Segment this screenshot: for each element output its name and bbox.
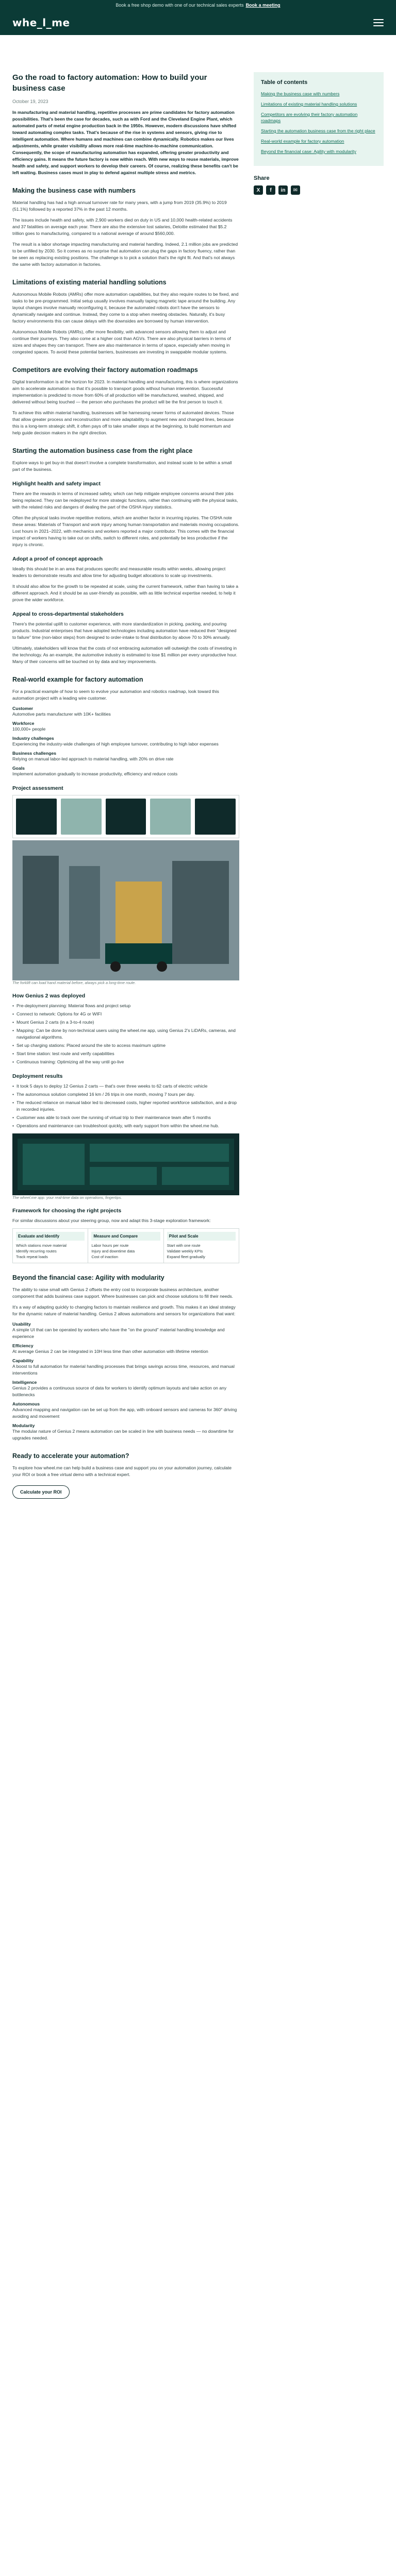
framework-column-line: Cost of inaction bbox=[91, 1255, 119, 1259]
detail-value: Automotive parts manufacturer with 10K+ facilities bbox=[12, 711, 111, 717]
paragraph: There are the rewards in terms of increased safety, which can help mitigate employee concerns around their jobs being replaced. They can be redeployed for more strategic functions, rather than continuing with the physical tasks, with the related risks and dangers of dealing the part of the OSHA injury statistics. bbox=[12, 491, 238, 510]
toc-link[interactable]: Beyond the financial case: Agility with modularity bbox=[261, 149, 356, 154]
sidebar bbox=[254, 72, 384, 195]
framework-column-line: Labor hours per route bbox=[91, 1243, 129, 1248]
detail-label: Capability bbox=[12, 1358, 34, 1363]
detail-label: Customer bbox=[12, 706, 34, 711]
framework-column-line: Identify recurring routes bbox=[16, 1249, 57, 1253]
framework-column bbox=[164, 1229, 239, 1263]
promo-banner bbox=[0, 0, 396, 10]
detail-value: Genius 2 provides a continuous source of data for workers to identify optimum layouts and take action on any bottlenecks bbox=[12, 1385, 227, 1397]
section-heading: Real-world example for factory automation bbox=[12, 676, 143, 683]
framework-column-line: Injury and downtime data bbox=[91, 1249, 135, 1253]
promo-text: Book a free shop demo with one of our technical sales experts bbox=[116, 3, 244, 8]
detail-value: A boost to full automation for material handling processes that brings savings across time, resources, and manual interventions bbox=[12, 1364, 235, 1376]
subsection-heading: Deployment results bbox=[12, 1073, 63, 1079]
paragraph: Often the physical tasks involve repetitive motions, which are another factor in incurring injuries. The OSHA note these areas: Materials of Transport and work injury among human transportation and materials moving occupations. Lost hours in 2021–2022, with mechanics and workers reported a major contributor. This comes with the financial impact of workers having to take out on shifts, switch to different roles, and potentially be less productive if the injury is chronic. bbox=[12, 515, 239, 547]
framework-column-title: Pilot and Scale bbox=[167, 1232, 236, 1241]
deployment-steps-list bbox=[12, 1003, 239, 1065]
paragraph: There's the potential uplift to customer experience, with more standardization in picking, packing, and pouring products. Industrial enterprises that have adopted technologies including automation have reduced their "designed to failure" time (non-labor steps) from designed to order-intake to final distribution by above 70 to 30% annually. bbox=[12, 621, 237, 640]
dashboard-illustration bbox=[12, 1133, 239, 1195]
paragraph: Material handling has had a high annual turnover rate for many years, with a jump from 2019 (35.9%) to 2019 (51.1%) followed by a reported 37% in the past 12 months. bbox=[12, 200, 227, 212]
detail-value: Advanced mapping and navigation can be set up from the app, with onboard sensors and cameras for 360° driving avoiding and movement bbox=[12, 1407, 237, 1419]
facebook-share-icon[interactable]: f bbox=[266, 185, 275, 195]
warehouse-illustration bbox=[12, 840, 239, 980]
list-item: • The reduced reliance on manual labor led to decreased costs, higher reported workforce satisfaction, and a drop in recorded injuries. bbox=[12, 1099, 239, 1113]
share-buttons bbox=[254, 185, 384, 195]
detail-value: Implement automation gradually to increase productivity, efficiency and reduce costs bbox=[12, 771, 178, 776]
framework-table bbox=[12, 1228, 239, 1263]
paragraph: It's a way of adapting quickly to changing factors to maintain resilience and growth. This makes it an ideal strategy for the dynamic nature of material handling. Genius 2 allows automations and sensors for organizations that want: bbox=[12, 1304, 236, 1316]
paragraph: Autonomous Mobile Robots (AMRs) offer more automation capabilities, but they also require routes to be fixed, and tasks to be pre-programmed. Initial setup usually involves manually taping magnetic tape around the building. Any layout changes involve manually reconfiguring it, because the automated robots don't have the sensors to dynamically navigate and continue. Instead, they come to a stop when meeting obstacles. Naturally, it's busy factory environments this can cause delays with the downsides are borrowed by human intervention. bbox=[12, 292, 239, 324]
toc-link[interactable]: Starting the automation business case from the right place bbox=[261, 128, 375, 133]
detail-label: Goals bbox=[12, 766, 25, 771]
subsection-heading: Appeal to cross-departmental stakeholders bbox=[12, 611, 124, 617]
paragraph: Ideally this should be in an area that produces specific and measurable results within weeks, allowing project leaders to demonstrate results and allow time for adjusting budget allocations to scale up investments. bbox=[12, 566, 226, 578]
intro-paragraph: In manufacturing and material handling, repetitive processes are prime candidates for factory automation possibilities. That's been the case for decades, such as with Ford and the Cleveland Engine Plant, which automated parts of metal engine production back in the 1950s. However, modern discussions have shifted toward automating complex tasks. That's because of the rise in systems and sensors, giving rise to intelligent automation. Where humans and machines can combine dynamically. Robotics makes our lives adjustments, while greater visibility allows more real-time machine-to-machine communication. Consequently, the scope of manufacturing automation has expanded, offering greater productivity and efficiency gains. It means the future factory is now within reach. With new ways to reuse materials, improve health and safety, and support workers to develop their careers. Of course, realizing these benefits can't be left waiting. Business cases must in play to defend against multiple stress and metrics. bbox=[12, 110, 239, 175]
list-item: • Mapping: Can be done by non-technical users using the wheel.me app, using Genius 2's LiDARs, cameras, and navigational algorithms. bbox=[12, 1027, 239, 1041]
list-item: • Pre-deployment planning: Material flows and project setup bbox=[12, 1003, 239, 1009]
toc-title: Table of contents bbox=[261, 79, 308, 86]
case-study-details bbox=[12, 706, 239, 777]
paragraph: Autonomous Mobile Robots (AMRs), offer more flexibility, with advanced sensors allowing them to adjust and continue their journeys. They also come at a higher cost than AGVs. There are also physical barriers in terms of sizes and shapes they can transport. There are also maintenance in terms of space, especially when moving in congested spaces. To avoid these potential barriers, businesses are investing in swappable modular systems. bbox=[12, 329, 231, 354]
page-title: Go the road to factory automation: How to build your business case bbox=[12, 73, 207, 93]
benefits-list bbox=[12, 1321, 239, 1442]
toc-list bbox=[261, 91, 376, 155]
detail-value: The modular nature of Genius 2 means automation can be scaled in line with business needs — no downtime for upgrades needed. bbox=[12, 1429, 234, 1440]
paragraph: For a practical example of how to seem to evolve your automation and robotics roadmap, look toward this automation project with a leading wire customer. bbox=[12, 689, 219, 701]
email-share-icon[interactable]: ✉ bbox=[291, 185, 300, 195]
list-item: • The autonomous solution completed 16 km / 26 trips in one month, moving 7 tours per day. bbox=[12, 1091, 239, 1098]
toc-link[interactable]: Making the business case with numbers bbox=[261, 91, 340, 96]
framework-column-title: Measure and Compare bbox=[91, 1232, 160, 1241]
diagram-block bbox=[16, 799, 57, 835]
detail-label: Modularity bbox=[12, 1423, 35, 1428]
subsection-heading: Highlight health and safety impact bbox=[12, 481, 101, 487]
paragraph: The issues include health and safety, with 2,900 workers died on duty in US and 10,000 health-related accidents and 37 fatalities on average each year. There are also the extensive lost salaries, Deloitte estimated that $5.2 trillion goes to manufacturing, compared to a national average of around $560,000. bbox=[12, 217, 233, 236]
promo-cta-link[interactable]: Book a meeting bbox=[245, 3, 280, 8]
article bbox=[12, 72, 239, 1499]
paragraph: Digital transformation is at the horizon for 2023. In material handling and manufacturing, this is where organizations aim to accelerate automation so that it's possible to transport goods without human intervention. Successful implementation is predicted to move from 60% of all production will be manufactured, washed, shipped, and delivered without being touched — the person who purchases the product will be the first person to touch it. bbox=[12, 379, 238, 404]
toc-link[interactable]: Competitors are evolving their factory automation roadmaps bbox=[261, 112, 358, 123]
framework-column-line: Track repeat loads bbox=[16, 1255, 48, 1259]
toc-link[interactable]: Real-world example for factory automation bbox=[261, 139, 344, 144]
section-heading: Making the business case with numbers bbox=[12, 187, 136, 194]
paragraph: To explore how wheel.me can help build a business case and support you on your automation journey, calculate your ROI or book a free virtual demo with a technical expert. bbox=[12, 1465, 232, 1477]
paragraph: Explore ways to get buy-in that doesn't involve a complete transformation, and instead scale to be within a small part of the business. bbox=[12, 460, 232, 472]
table-of-contents bbox=[254, 72, 384, 166]
detail-label: Business challenges bbox=[12, 751, 57, 756]
framework-column-line: Start with one route bbox=[167, 1243, 201, 1248]
list-item: • Mount Genius 2 carts (in a 3-to-4 route) bbox=[12, 1019, 239, 1026]
linkedin-share-icon[interactable]: in bbox=[278, 185, 288, 195]
detail-value: At average Genius 2 can be integrated in 10H less time than other automation with lifetime retention bbox=[12, 1349, 208, 1354]
subsection-heading: How Genius 2 was deployed bbox=[12, 993, 86, 999]
subsection-heading: Framework for choosing the right projects bbox=[12, 1208, 122, 1214]
warehouse-photo bbox=[12, 840, 239, 980]
section-heading: Ready to accelerate your automation? bbox=[12, 1452, 129, 1460]
top-navigation bbox=[0, 10, 396, 35]
list-item: • Continuous training: Optimizing all the way until go-live bbox=[12, 1059, 239, 1065]
detail-value: 100,000+ people bbox=[12, 726, 46, 732]
paragraph: The result is a labor shortage impacting manufacturing and material handling. Indeed, 2.1 million jobs are predicted to be unfilled by 2030. So it comes as no surprise that automation can plug the gaps in factory fluency, rather than be seen as replacing existing positions. The challenge is to pick a solution that's the right fit. And that's not always the same with factory automation in factories. bbox=[12, 242, 238, 267]
logo[interactable]: whe_l_me bbox=[12, 16, 70, 29]
paragraph: Ultimately, stakeholders will know that the costs of not embracing automation will outweigh the costs of investing in the technology. As an example, the automotive industry is estimated to lose $1 million per every unproductive hour. Many of their concerns will be touched on by data and key improvements. bbox=[12, 646, 237, 664]
diagram-block bbox=[150, 799, 191, 835]
detail-value: A simple UI that can be operated by workers who have the "on the ground" material handling knowledge and experience bbox=[12, 1327, 225, 1339]
diagram-block bbox=[61, 799, 102, 835]
dashboard-screenshot bbox=[12, 1133, 239, 1195]
list-item: • It took 5 days to deploy 12 Genius 2 carts — that's over three weeks to 62 carts of electric vehicle bbox=[12, 1083, 239, 1090]
x-share-icon[interactable]: X bbox=[254, 185, 263, 195]
detail-label: Usability bbox=[12, 1321, 31, 1327]
list-item: • Customer was able to track over the running of virtual trip to their maintenance team after 5 months bbox=[12, 1114, 239, 1121]
list-item: • Connect to network: Options for 4G or WIFI bbox=[12, 1011, 239, 1018]
framework-column-title: Evaluate and Identify bbox=[16, 1232, 85, 1241]
section-heading: Starting the automation business case from the right place bbox=[12, 447, 193, 454]
paragraph: To achieve this within material handling, businesses will be harnessing newer forms of automated devices. Those that allow greater process and reconstruction and more adaptability to augment new and changed lines, because this is a long-term strategic shift, it often pays off to take smaller steps at the beginning, to build momentum and help guide decision makers in the right direction. bbox=[12, 410, 234, 435]
project-assessment-figure bbox=[12, 785, 239, 838]
list-item: • Start time station: test route and verify capabilities bbox=[12, 1050, 239, 1057]
framework-column bbox=[88, 1229, 163, 1263]
menu-icon[interactable] bbox=[373, 19, 384, 26]
share-section bbox=[254, 175, 384, 195]
detail-label: Autonomous bbox=[12, 1401, 40, 1406]
figure-title: Project assessment bbox=[12, 785, 63, 791]
deployment-results-list bbox=[12, 1083, 239, 1129]
framework-column-line: Validate weekly KPIs bbox=[167, 1249, 203, 1253]
detail-label: Workforce bbox=[12, 721, 35, 726]
detail-value: Relying on manual labor-led approach to material handling, with 20% on drive rate bbox=[12, 756, 174, 761]
detail-label: Industry challenges bbox=[12, 736, 54, 741]
framework-column bbox=[13, 1229, 88, 1263]
framework-column-line: Which stations move material bbox=[16, 1243, 67, 1248]
list-item: • Operations and maintenance can troubleshoot quickly, with early support from within the wheel.me hub. bbox=[12, 1123, 239, 1129]
framework-column-line: Expand fleet gradually bbox=[167, 1255, 205, 1259]
dashboard-caption: The wheel.me app: your real-time data on operations, fingertips. bbox=[12, 1195, 122, 1200]
detail-label: Intelligence bbox=[12, 1380, 37, 1385]
photo-caption: The forklift can load hand material before, always pick a long-time route. bbox=[12, 980, 136, 985]
detail-value: Experiencing the industry-wide challenges of high employee turnover, contributing to high labor expenses bbox=[12, 741, 219, 747]
toc-link[interactable]: Limitations of existing material handling solutions bbox=[261, 101, 357, 107]
diagram-block bbox=[195, 799, 236, 835]
paragraph: It should also allow for the growth to be repeated at scale, using the current framework, rather than having to take a different approach. And it should be as user-friendly as possible, with as little technical expertise needed, to help it prove the wider workforce. bbox=[12, 584, 239, 602]
paragraph: For similar discussions about your steering group, now and adapt this 3-stage exploration framework: bbox=[12, 1218, 211, 1223]
publish-date: October 19, 2023 bbox=[12, 99, 48, 104]
paragraph: The ability to raise small with Genius 2 offsets the entry cost to incorporate business architecture, another component that adds business case support. Where businesses can pick and choose solutions to fill their needs. bbox=[12, 1287, 234, 1299]
detail-label: Efficiency bbox=[12, 1343, 34, 1348]
share-title: Share bbox=[254, 175, 270, 181]
section-heading: Beyond the financial case: Agility with modularity bbox=[12, 1274, 164, 1281]
section-heading: Competitors are evolving their factory automation roadmaps bbox=[12, 366, 198, 374]
section-heading: Limitations of existing material handling solutions bbox=[12, 279, 167, 286]
subsection-heading: Adopt a proof of concept approach bbox=[12, 556, 103, 562]
floorplan-diagram bbox=[12, 795, 239, 838]
diagram-block bbox=[106, 799, 146, 835]
list-item: • Set up charging stations: Placed around the site to access maximum uptime bbox=[12, 1042, 239, 1049]
calculate-roi-button[interactable]: Calculate your ROI bbox=[12, 1485, 70, 1499]
